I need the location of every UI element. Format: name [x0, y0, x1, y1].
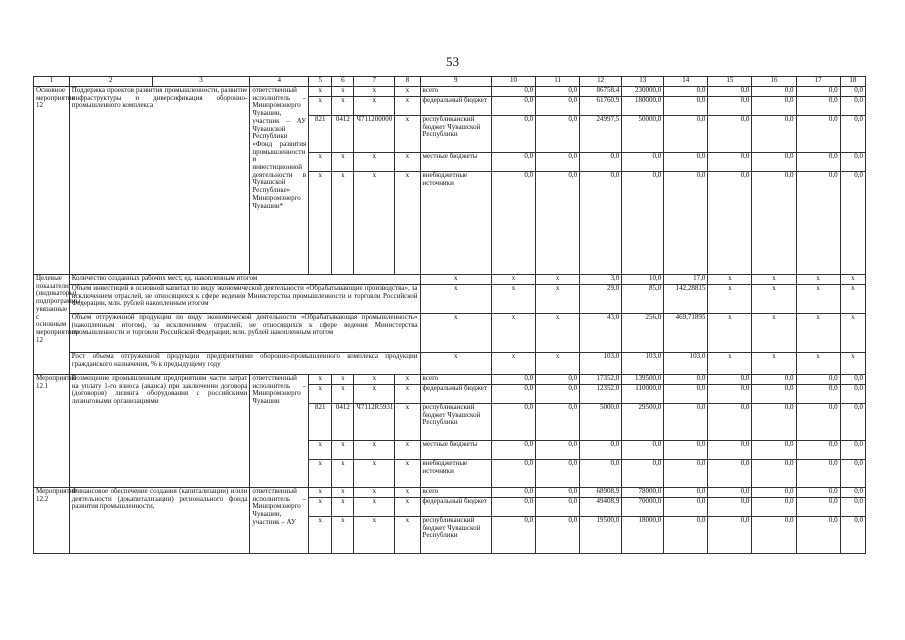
indicator-value: 256,0	[622, 314, 664, 353]
year-value: 0,0	[796, 441, 840, 460]
responsible-executor: ответственный исполнитель – Минпромэнерго Чувашии, участник – АУ	[250, 488, 309, 554]
indicator-value: x	[752, 275, 796, 285]
funding-source: внебюджетные источники	[420, 460, 491, 488]
year-value: 0,0	[708, 441, 752, 460]
year-value: 0,0	[491, 385, 535, 404]
indicator-value: x	[491, 275, 535, 285]
indicator-value: 103,0	[622, 353, 664, 375]
year-value: 0,0	[664, 385, 708, 404]
year-value: 0,0	[536, 375, 580, 385]
indicator-value: x	[491, 314, 535, 353]
budget-code-target: x	[354, 172, 395, 275]
budget-code-target: x	[354, 517, 395, 554]
year-value: 0,0	[840, 441, 865, 460]
year-value: 0,0	[622, 172, 664, 275]
budget-code-target: x	[354, 488, 395, 498]
year-value: 0,0	[840, 460, 865, 488]
indicator-value: 10,0	[622, 275, 664, 285]
year-value: 0,0	[752, 488, 796, 498]
year-value: 0,0	[622, 153, 664, 172]
year-value: 0,0	[664, 153, 708, 172]
year-value: 0,0	[796, 97, 840, 116]
budget-code-type: x	[395, 385, 420, 404]
budget-code-grbs: x	[309, 97, 332, 116]
year-value: 0,0	[491, 460, 535, 488]
year-value: 0,0	[664, 488, 708, 498]
event-description: Поддержка проектов развития промышленности, развитие инфраструктуры и диверсификация оборонно-промышленного комплекса	[69, 87, 250, 275]
funding-source: всего	[420, 375, 491, 385]
year-value: 0,0	[536, 153, 580, 172]
indicator-value: x	[491, 285, 535, 314]
indicator-value: 103,0	[664, 353, 708, 375]
budget-code-type: x	[395, 172, 420, 275]
year-value: 18000,0	[622, 517, 664, 554]
year-value: 0,0	[796, 460, 840, 488]
year-value: 0,0	[536, 441, 580, 460]
indicator-name: Количество созданных рабочих мест, ед. накопленным итогом	[69, 275, 420, 285]
column-number-12: 12	[580, 77, 622, 87]
budget-code-target: x	[354, 441, 395, 460]
indicator-value: 17,0	[664, 275, 708, 285]
year-value: 0,0	[840, 375, 865, 385]
year-value: 0,0	[491, 517, 535, 554]
column-number-5: 5	[309, 77, 332, 87]
funding-source: федеральный бюджет	[420, 97, 491, 116]
block3-row	[34, 488, 866, 498]
indicator-value: x	[536, 275, 580, 285]
column-number-18: 18	[840, 77, 865, 87]
indicator-row	[34, 314, 866, 353]
column-number-14: 14	[664, 77, 708, 87]
year-value: 17352,0	[580, 375, 622, 385]
year-value: 12352,0	[580, 385, 622, 404]
year-value: 0,0	[840, 404, 865, 441]
budget-code-grbs: x	[309, 498, 332, 517]
year-value: 0,0	[752, 153, 796, 172]
year-value: 0,0	[796, 498, 840, 517]
year-value: 0,0	[796, 404, 840, 441]
year-value: 0,0	[491, 404, 535, 441]
year-value: 0,0	[840, 87, 865, 97]
budget-code-section: x	[332, 97, 354, 116]
column-number-7: 7	[354, 77, 395, 87]
budget-code-section: x	[332, 517, 354, 554]
column-number-10: 10	[491, 77, 535, 87]
indicator-value: x	[752, 314, 796, 353]
year-value: 0,0	[752, 441, 796, 460]
year-value: 0,0	[491, 498, 535, 517]
year-value: 0,0	[491, 97, 535, 116]
column-number-6: 6	[332, 77, 354, 87]
year-value: 0,0	[752, 517, 796, 554]
indicator-value: x	[536, 285, 580, 314]
year-value: 0,0	[580, 172, 622, 275]
budget-code-target: x	[354, 385, 395, 404]
year-value: 0,0	[664, 460, 708, 488]
column-number-4: 4	[250, 77, 309, 87]
budget-code-target: x	[354, 375, 395, 385]
year-value: 0,0	[840, 517, 865, 554]
table-body	[34, 77, 866, 554]
year-value: 0,0	[708, 460, 752, 488]
indicator-name: Объем инвестиций в основной капитал по виду экономической деятельности «Обрабатывающие производства», за исключением отраслей, не относящихся к сфере ведения Министерства промышленности и торговли Российской Федерации, млн. рублей накопленным итогом	[69, 285, 420, 314]
year-value: 230000,0	[622, 87, 664, 97]
indicator-name: Рост объема отгруженной продукции предприятиями оборонно-промышленного комплекса продукции гражданского назначения, % к предыдущему году	[69, 353, 420, 375]
budget-code-type: x	[395, 460, 420, 488]
column-number-11: 11	[536, 77, 580, 87]
indicator-value: x	[536, 314, 580, 353]
year-value: 0,0	[752, 172, 796, 275]
indicator-value: x	[796, 275, 840, 285]
year-value: 0,0	[491, 116, 535, 153]
year-value: 0,0	[840, 385, 865, 404]
budget-code-type: x	[395, 498, 420, 517]
year-value: 0,0	[664, 404, 708, 441]
year-value: 139500,0	[622, 375, 664, 385]
indicator-value: 3,0	[580, 275, 622, 285]
year-value: 24997,5	[580, 116, 622, 153]
budget-code-grbs: x	[309, 87, 332, 97]
indicator-value: x	[420, 285, 491, 314]
indicator-value: x	[708, 353, 752, 375]
year-value: 0,0	[796, 172, 840, 275]
indicator-value: x	[708, 314, 752, 353]
funding-source: республиканский бюджет Чувашской Республики	[420, 404, 491, 441]
budget-code-type: x	[395, 97, 420, 116]
year-value: 0,0	[580, 460, 622, 488]
budget-code-grbs: x	[309, 153, 332, 172]
year-value: 0,0	[708, 488, 752, 498]
responsible-executor: ответственный исполнитель – Минпромэнерго Чувашии	[250, 375, 309, 488]
column-number-8: 8	[395, 77, 420, 87]
year-value: 0,0	[664, 375, 708, 385]
budget-code-grbs: x	[309, 517, 332, 554]
event-description: Возмещение промышленным предприятиям части затрат на уплату 1-го взноса (аванса) при заключении договора (договоров) лизинга оборудования с российскими лизинговыми организациями	[69, 375, 250, 488]
budget-code-target: x	[354, 97, 395, 116]
header-row	[34, 77, 866, 87]
year-value: 0,0	[622, 441, 664, 460]
indicators-label: Целевые показатели (индикаторы) подпрограммы, увязанные с основным мероприятием 12	[34, 275, 70, 375]
year-value: 0,0	[664, 97, 708, 116]
year-value: 0,0	[580, 153, 622, 172]
year-value: 0,0	[796, 153, 840, 172]
budget-code-grbs: 821	[309, 116, 332, 153]
budget-code-grbs: x	[309, 385, 332, 404]
budget-table	[33, 76, 866, 554]
year-value: 0,0	[708, 498, 752, 517]
indicator-value: x	[840, 314, 865, 353]
year-value: 0,0	[752, 404, 796, 441]
column-number-13: 13	[622, 77, 664, 87]
indicator-row	[34, 285, 866, 314]
year-value: 0,0	[796, 116, 840, 153]
funding-source: республиканский бюджет Чувашской Республики	[420, 517, 491, 554]
budget-code-section: x	[332, 153, 354, 172]
year-value: 0,0	[708, 404, 752, 441]
event-description: Финансовое обеспечение создания (капитализации) и/или деятельности (докапитализации) регионального фонда развития промышленности,	[69, 488, 250, 554]
indicator-value: x	[796, 285, 840, 314]
column-number-2: 2	[69, 77, 152, 87]
year-value: 0,0	[664, 498, 708, 517]
year-value: 110000,0	[622, 385, 664, 404]
funding-source: республиканский бюджет Чувашской Республики	[420, 116, 491, 153]
block2-row	[34, 375, 866, 385]
budget-code-target: x	[354, 153, 395, 172]
event-name: Мероприятие 12.2	[34, 488, 70, 554]
year-value: 0,0	[664, 116, 708, 153]
year-value: 0,0	[536, 116, 580, 153]
budget-code-target: Ч7112R5931	[354, 404, 395, 441]
year-value: 0,0	[708, 116, 752, 153]
year-value: 0,0	[491, 153, 535, 172]
indicator-value: x	[708, 275, 752, 285]
budget-code-section: x	[332, 87, 354, 97]
year-value: 0,0	[752, 385, 796, 404]
indicator-value: x	[840, 275, 865, 285]
year-value: 0,0	[536, 517, 580, 554]
budget-code-grbs: 821	[309, 404, 332, 441]
funding-source: всего	[420, 488, 491, 498]
year-value: 49408,9	[580, 498, 622, 517]
budget-code-section: x	[332, 460, 354, 488]
budget-code-section: x	[332, 172, 354, 275]
year-value: 0,0	[796, 488, 840, 498]
budget-code-section: x	[332, 375, 354, 385]
year-value: 0,0	[708, 375, 752, 385]
budget-code-grbs: x	[309, 460, 332, 488]
year-value: 0,0	[491, 441, 535, 460]
budget-code-section: x	[332, 498, 354, 517]
column-number-15: 15	[708, 77, 752, 87]
year-value: 0,0	[752, 116, 796, 153]
year-value: 61760,9	[580, 97, 622, 116]
indicator-value: 469,71895	[664, 314, 708, 353]
year-value: 0,0	[664, 87, 708, 97]
year-value: 0,0	[708, 153, 752, 172]
page-number: 53	[446, 54, 459, 69]
budget-code-target: x	[354, 460, 395, 488]
year-value: 0,0	[536, 488, 580, 498]
year-value: 0,0	[491, 488, 535, 498]
year-value: 0,0	[622, 460, 664, 488]
event-name: Мероприятие 12.1	[34, 375, 70, 488]
year-value: 29500,0	[622, 404, 664, 441]
year-value: 5000,0	[580, 404, 622, 441]
budget-code-type: x	[395, 404, 420, 441]
budget-code-type: x	[395, 488, 420, 498]
year-value: 0,0	[752, 460, 796, 488]
indicator-value: x	[796, 314, 840, 353]
year-value: 0,0	[491, 87, 535, 97]
year-value: 0,0	[708, 385, 752, 404]
year-value: 0,0	[536, 404, 580, 441]
budget-code-grbs: x	[309, 441, 332, 460]
year-value: 0,0	[708, 517, 752, 554]
funding-source: федеральный бюджет	[420, 385, 491, 404]
block1-row	[34, 87, 866, 97]
year-value: 0,0	[752, 97, 796, 116]
budget-code-type: x	[395, 375, 420, 385]
year-value: 0,0	[664, 517, 708, 554]
year-value: 0,0	[664, 172, 708, 275]
indicator-value: x	[840, 353, 865, 375]
budget-code-type: x	[395, 441, 420, 460]
year-value: 0,0	[796, 517, 840, 554]
budget-code-type: x	[395, 153, 420, 172]
year-value: 0,0	[491, 375, 535, 385]
responsible-executor: ответственный исполнитель – Минпромэнерго Чувашии, участник – АУ Чувашской Республики «Фонд развития промышленности и инвестиционной деятельности в Чувашской Республике» Минпромэнерго Чувашии*	[250, 87, 309, 275]
indicator-value: x	[420, 275, 491, 285]
year-value: 0,0	[840, 488, 865, 498]
year-value: 0,0	[708, 172, 752, 275]
funding-source: федеральный бюджет	[420, 498, 491, 517]
year-value: 0,0	[840, 116, 865, 153]
indicator-value: x	[708, 285, 752, 314]
indicator-value: 29,0	[580, 285, 622, 314]
year-value: 0,0	[708, 87, 752, 97]
budget-code-section: x	[332, 488, 354, 498]
indicator-name: Объем отгруженной продукции по виду экономической деятельности «Обрабатывающая промышленность» (накопленным итогом), за исключением отраслей, не относящихся к сфере ведения Министерства промышленности и торговли Российской Федерации, млн. рублей накопленным итогом	[69, 314, 420, 353]
year-value: 0,0	[840, 172, 865, 275]
indicator-value: x	[491, 353, 535, 375]
indicator-value: 43,0	[580, 314, 622, 353]
year-value: 0,0	[664, 441, 708, 460]
indicator-value: x	[840, 285, 865, 314]
budget-code-section: 0412	[332, 116, 354, 153]
funding-source: местные бюджеты	[420, 153, 491, 172]
indicator-row	[34, 353, 866, 375]
budget-code-type: x	[395, 116, 420, 153]
funding-source: местные бюджеты	[420, 441, 491, 460]
indicator-value: x	[536, 353, 580, 375]
budget-code-section: 0412	[332, 404, 354, 441]
indicator-row	[34, 275, 866, 285]
indicator-value: x	[420, 353, 491, 375]
year-value: 180000,0	[622, 97, 664, 116]
year-value: 0,0	[752, 87, 796, 97]
column-number-9: 9	[420, 77, 491, 87]
year-value: 68908,9	[580, 488, 622, 498]
budget-code-grbs: x	[309, 172, 332, 275]
year-value: 0,0	[796, 87, 840, 97]
funding-source: всего	[420, 87, 491, 97]
budget-code-target: x	[354, 498, 395, 517]
column-number-1: 1	[34, 77, 70, 87]
year-value: 78000,0	[622, 488, 664, 498]
budget-code-type: x	[395, 517, 420, 554]
year-value: 0,0	[536, 87, 580, 97]
budget-code-section: x	[332, 385, 354, 404]
indicator-value: x	[752, 285, 796, 314]
indicator-value: 142,28815	[664, 285, 708, 314]
year-value: 0,0	[840, 153, 865, 172]
indicator-value: x	[796, 353, 840, 375]
budget-code-grbs: x	[309, 488, 332, 498]
budget-code-grbs: x	[309, 375, 332, 385]
year-value: 0,0	[752, 498, 796, 517]
budget-code-target: x	[354, 87, 395, 97]
year-value: 0,0	[840, 498, 865, 517]
year-value: 19500,0	[580, 517, 622, 554]
year-value: 0,0	[752, 375, 796, 385]
year-value: 0,0	[536, 172, 580, 275]
year-value: 0,0	[796, 385, 840, 404]
column-number-3: 3	[152, 77, 250, 87]
indicator-value: x	[420, 314, 491, 353]
budget-code-section: x	[332, 441, 354, 460]
year-value: 0,0	[536, 498, 580, 517]
indicator-value: x	[752, 353, 796, 375]
column-number-16: 16	[752, 77, 796, 87]
column-number-17: 17	[796, 77, 840, 87]
year-value: 70000,0	[622, 498, 664, 517]
budget-code-type: x	[395, 87, 420, 97]
year-value: 0,0	[536, 97, 580, 116]
indicator-value: 85,0	[622, 285, 664, 314]
year-value: 0,0	[840, 97, 865, 116]
year-value: 86758,4	[580, 87, 622, 97]
year-value: 0,0	[536, 460, 580, 488]
indicator-value: 103,0	[580, 353, 622, 375]
year-value: 50000,0	[622, 116, 664, 153]
budget-code-target: Ч711200000	[354, 116, 395, 153]
year-value: 0,0	[536, 385, 580, 404]
year-value: 0,0	[796, 375, 840, 385]
funding-source: внебюджетные источники	[420, 172, 491, 275]
event-name: Основное мероприятие 12	[34, 87, 70, 275]
year-value: 0,0	[708, 97, 752, 116]
year-value: 0,0	[580, 441, 622, 460]
year-value: 0,0	[491, 172, 535, 275]
